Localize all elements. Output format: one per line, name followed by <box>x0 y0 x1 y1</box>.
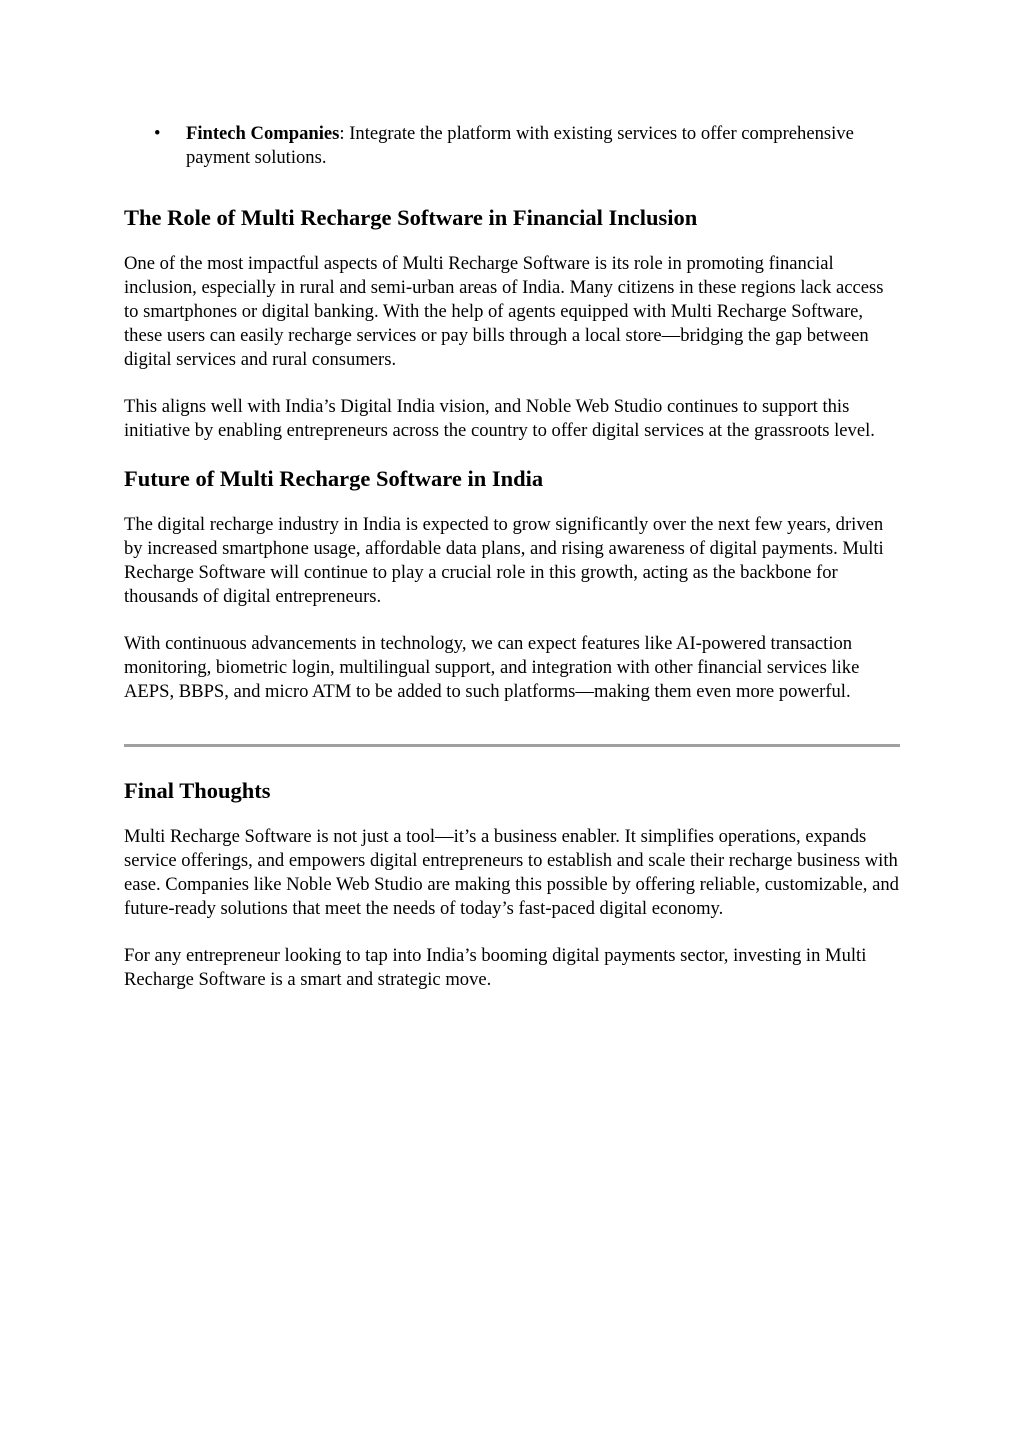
section-heading-final-thoughts: Final Thoughts <box>124 778 271 803</box>
section-heading-future: Future of Multi Recharge Software in India <box>124 466 544 491</box>
paragraph: Multi Recharge Software is not just a tool—it’s a business enabler. It simplifies operations, expands service offerings, and empowers digital entrepreneurs to establish and scale their recharge business with ease. Companies like Noble Web Studio are making this possible by offering reliable, customizable, and future-ready solutions that meet the needs of today’s fast-paced digital economy. <box>124 826 899 919</box>
paragraph: This aligns well with India’s Digital India vision, and Noble Web Studio continues to support this initiative by enabling entrepreneurs across the country to offer digital services at the grassroots level. <box>124 396 875 441</box>
horizontal-divider <box>124 744 900 747</box>
bullet-term: Fintech Companies <box>186 123 340 144</box>
paragraph: The digital recharge industry in India is expected to grow significantly over the next few years, driven by increased smartphone usage, affordable data plans, and rising awareness of digital payments. Multi Recharge Software will continue to play a crucial role in this growth, acting as the backbone for thousands of digital entrepreneurs. <box>124 514 884 607</box>
paragraph: With continuous advancements in technology, we can expect features like AI-powered transaction monitoring, biometric login, multilingual support, and integration with other financial services like AEPS, BBPS, and micro ATM to be added to such platforms—making them even more powerful. <box>124 633 860 702</box>
section-heading-financial-inclusion: The Role of Multi Recharge Software in Financial Inclusion <box>124 205 698 230</box>
paragraph: One of the most impactful aspects of Multi Recharge Software is its role in promoting financial inclusion, especially in rural and semi-urban areas of India. Many citizens in these regions lack access to smartphones or digital banking. With the help of agents equipped with Multi Recharge Software, these users can easily recharge services or pay bills through a local store—bridging the gap between digital services and rural consumers. <box>124 253 884 370</box>
bullet-icon: • <box>154 123 161 144</box>
list-item <box>124 122 900 170</box>
document-page <box>124 122 900 992</box>
intro-bullet-list <box>124 122 900 170</box>
bullet-text: : Integrate the platform with existing services to offer comprehensive payment solutions. <box>186 123 854 168</box>
paragraph: For any entrepreneur looking to tap into India’s booming digital payments sector, investing in Multi Recharge Software is a smart and strategic move. <box>124 945 867 990</box>
